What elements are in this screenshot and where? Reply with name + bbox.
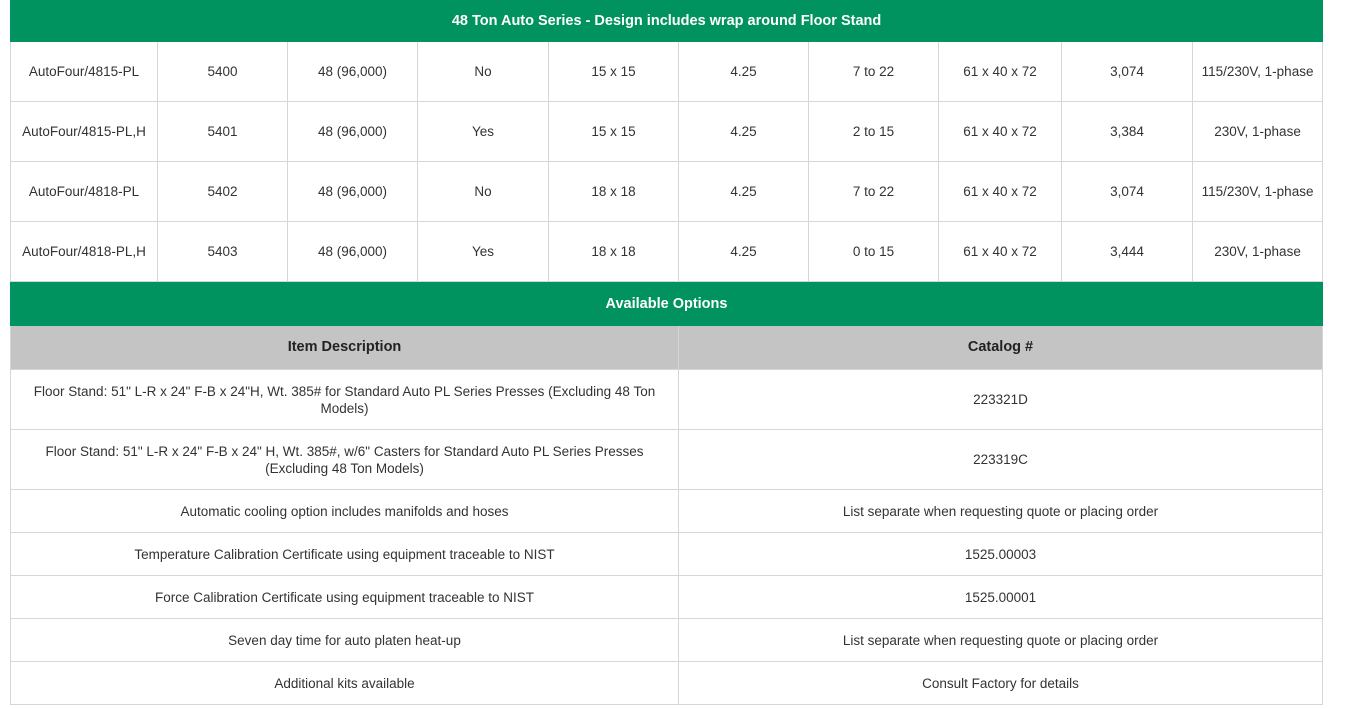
tons-cell: 48 (96,000)	[288, 162, 418, 222]
weight-cell: 3,444	[1062, 222, 1193, 282]
options-title-row	[11, 283, 1323, 326]
range-cell: 0 to 15	[809, 222, 939, 282]
platen-cell: 15 x 15	[549, 102, 679, 162]
power-cell: 115/230V, 1-phase	[1193, 162, 1323, 222]
platen-cell: 15 x 15	[549, 42, 679, 102]
option-catalog: 1525.00003	[679, 533, 1323, 576]
tons-cell: 48 (96,000)	[288, 222, 418, 282]
dimensions-cell: 61 x 40 x 72	[939, 102, 1062, 162]
catalog-cell: 5401	[158, 102, 288, 162]
option-catalog: Consult Factory for details	[679, 662, 1323, 705]
model-cell: AutoFour/4818-PL	[11, 162, 158, 222]
tons-cell: 48 (96,000)	[288, 42, 418, 102]
table-row	[11, 42, 1323, 102]
dimensions-cell: 61 x 40 x 72	[939, 42, 1062, 102]
table-row	[11, 533, 1323, 576]
table-row	[11, 222, 1323, 282]
tons-cell: 48 (96,000)	[288, 102, 418, 162]
option-catalog: 223321D	[679, 370, 1323, 430]
option-description: Additional kits available	[11, 662, 679, 705]
spec-title-row	[11, 1, 1323, 42]
weight-cell: 3,074	[1062, 42, 1193, 102]
option-catalog: List separate when requesting quote or placing order	[679, 490, 1323, 533]
spec-table-title: 48 Ton Auto Series - Design includes wrap around Floor Stand	[11, 1, 1323, 42]
options-table-title: Available Options	[11, 283, 1323, 326]
heated-cell: No	[418, 162, 549, 222]
table-row	[11, 370, 1323, 430]
option-description: Temperature Calibration Certificate using equipment traceable to NIST	[11, 533, 679, 576]
catalog-header: Catalog #	[679, 326, 1323, 370]
option-description: Seven day time for auto platen heat-up	[11, 619, 679, 662]
option-catalog: 223319C	[679, 430, 1323, 490]
platen-cell: 18 x 18	[549, 162, 679, 222]
value-cell: 4.25	[679, 42, 809, 102]
weight-cell: 3,074	[1062, 162, 1193, 222]
range-cell: 2 to 15	[809, 102, 939, 162]
option-description: Automatic cooling option includes manifolds and hoses	[11, 490, 679, 533]
model-cell: AutoFour/4815-PL,H	[11, 102, 158, 162]
heated-cell: No	[418, 42, 549, 102]
table-row	[11, 662, 1323, 705]
option-description: Floor Stand: 51" L-R x 24" F-B x 24"H, Wt. 385# for Standard Auto PL Series Presses (Excluding 48 Ton Models)	[11, 370, 679, 430]
platen-cell: 18 x 18	[549, 222, 679, 282]
heated-cell: Yes	[418, 102, 549, 162]
option-description: Force Calibration Certificate using equipment traceable to NIST	[11, 576, 679, 619]
catalog-cell: 5400	[158, 42, 288, 102]
options-header-row	[11, 326, 1323, 370]
table-row	[11, 490, 1323, 533]
value-cell: 4.25	[679, 102, 809, 162]
value-cell: 4.25	[679, 162, 809, 222]
model-cell: AutoFour/4818-PL,H	[11, 222, 158, 282]
table-row	[11, 619, 1323, 662]
option-description: Floor Stand: 51" L-R x 24" F-B x 24" H, Wt. 385#, w/6" Casters for Standard Auto PL Series Presses (Excluding 48 Ton Models)	[11, 430, 679, 490]
dimensions-cell: 61 x 40 x 72	[939, 162, 1062, 222]
table-row	[11, 162, 1323, 222]
catalog-cell: 5403	[158, 222, 288, 282]
table-row	[11, 576, 1323, 619]
item-description-header: Item Description	[11, 326, 679, 370]
table-row	[11, 102, 1323, 162]
heated-cell: Yes	[418, 222, 549, 282]
value-cell: 4.25	[679, 222, 809, 282]
catalog-cell: 5402	[158, 162, 288, 222]
model-cell: AutoFour/4815-PL	[11, 42, 158, 102]
weight-cell: 3,384	[1062, 102, 1193, 162]
options-table	[10, 282, 1323, 705]
spec-table	[10, 0, 1323, 282]
power-cell: 230V, 1-phase	[1193, 102, 1323, 162]
option-catalog: List separate when requesting quote or placing order	[679, 619, 1323, 662]
table-row	[11, 430, 1323, 490]
dimensions-cell: 61 x 40 x 72	[939, 222, 1062, 282]
range-cell: 7 to 22	[809, 42, 939, 102]
range-cell: 7 to 22	[809, 162, 939, 222]
power-cell: 115/230V, 1-phase	[1193, 42, 1323, 102]
option-catalog: 1525.00001	[679, 576, 1323, 619]
power-cell: 230V, 1-phase	[1193, 222, 1323, 282]
